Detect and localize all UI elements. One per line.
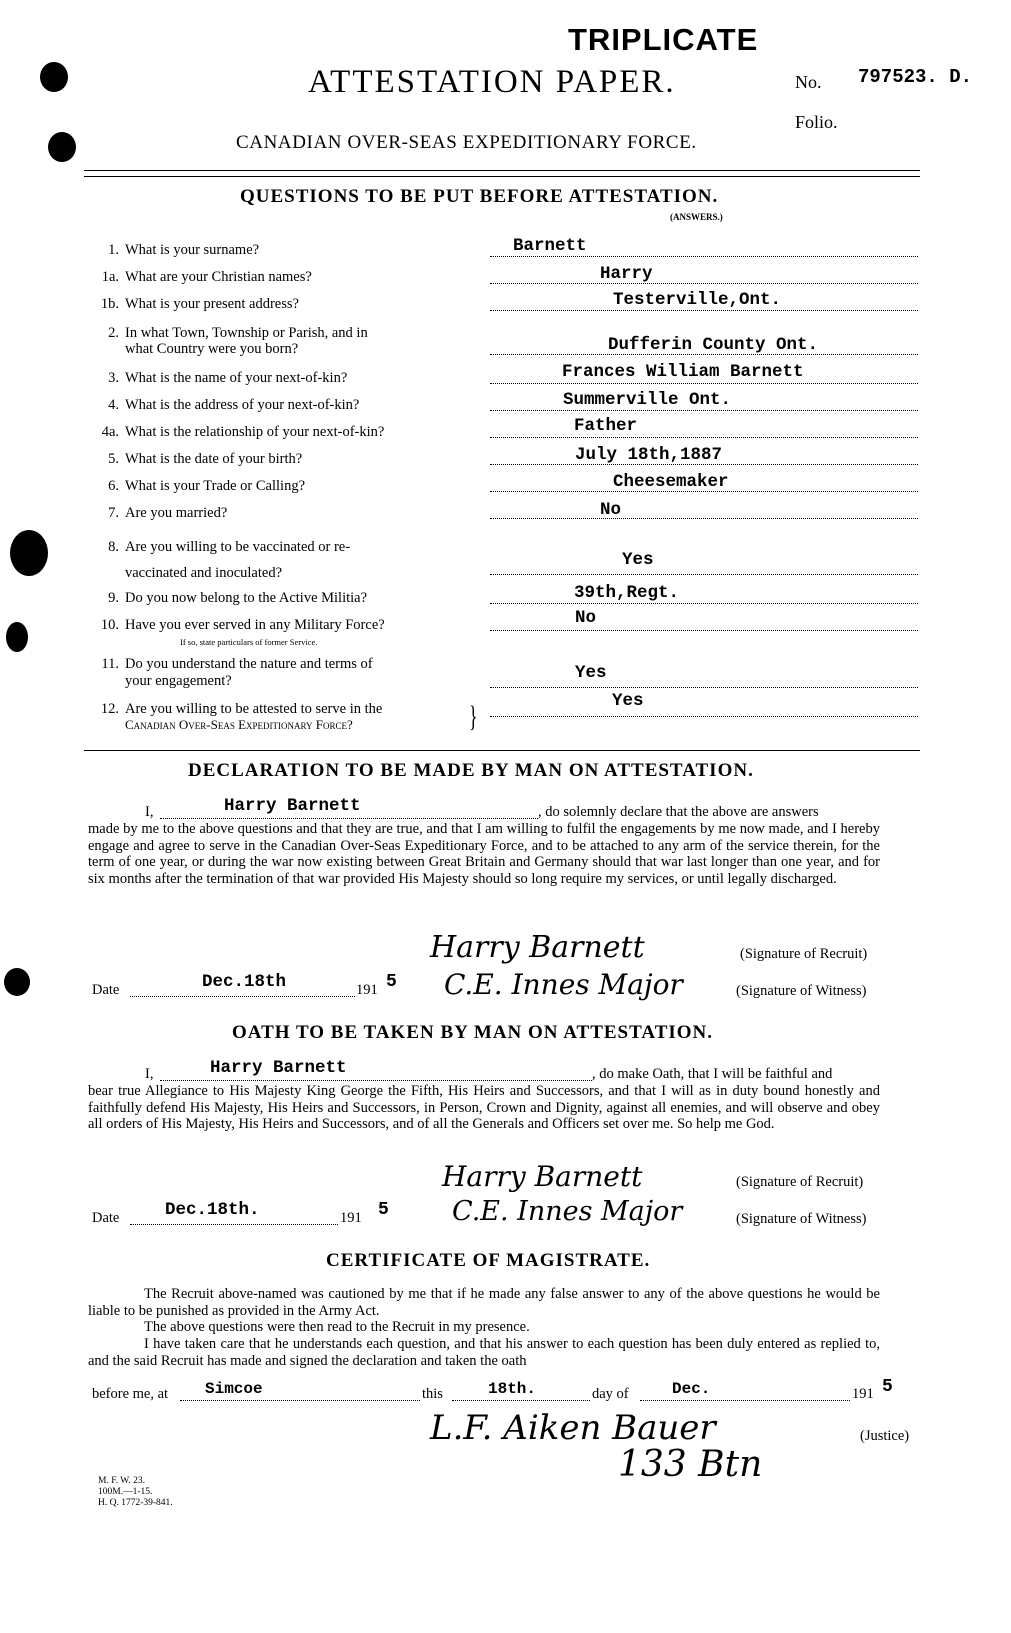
answer-next-of-kin-name: Frances William Barnett [562,362,804,382]
certificate-month: Dec. [672,1380,711,1398]
header-rule-1 [84,170,920,171]
form-code-line-3: H. Q. 1772-39-841. [98,1498,173,1508]
brace: } [468,700,478,733]
answers-label: (ANSWERS.) [670,212,723,222]
answer-line [490,256,918,257]
question-4: 4. What is the address of your next-of-kin? [108,397,360,413]
answer-line [490,630,918,631]
month-line [640,1400,850,1401]
magistrate-caption: (Justice) [860,1428,910,1444]
question-5: 5. What is the date of your birth? [108,451,303,467]
oath-date-label: Date [92,1210,120,1226]
before-me-label: before me, at [92,1386,169,1402]
answer-married: No [600,500,622,520]
answer-military-service: No [575,608,597,628]
oath-text-after-name: , do make Oath, that I will be faithful and [592,1066,833,1082]
answer-line [490,310,918,311]
certificate-para-2: The above questions were then read to the Recruit in my presence. [144,1319,530,1335]
question-12: 12. Are you willing to be attested to serve in the Canadian Over-Seas Expeditionary Force? [100,701,383,732]
declaration-i: I, [145,804,154,820]
certificate-day: 18th. [488,1380,537,1398]
document-title: ATTESTATION PAPER. [308,64,676,100]
declaration-year-prefix: 191 [356,982,378,998]
question-11: 11. Do you understand the nature and terms of your engagement? [101,656,373,689]
question-2: 2. In what Town, Township or Parish, and in what Country were you born? [108,325,368,357]
date-line [130,996,355,997]
question-7: 7. Are you married? [108,505,228,521]
oath-body: bear true Allegiance to His Majesty King George the Fifth, His Heirs and Successors, and that I will as in duty bound honestly and faithfully defend His Majesty, His Heirs and Successors, in Person, Crown and Dignity, against all enemies, and will observe and obey all orders of His Majesty, His Heirs and Successors, and of all the Generals and Officers set over me. So help me God. [88,1083,880,1133]
answer-line [490,354,918,355]
question-3: 3. What is the name of your next-of-kin? [108,370,348,386]
answer-vaccinated: Yes [622,550,654,570]
oath-title: OATH TO BE TAKEN BY MAN ON ATTESTATION. [232,1022,714,1043]
this-label: this [422,1386,443,1402]
question-10: 10. Have you ever served in any Military Force? [100,617,385,633]
header-rule-2 [84,176,920,177]
answer-trade: Cheesemaker [613,472,729,492]
declaration-body: made by me to the above questions and that they are true, and that I am willing to fulfil the engagements by me now made, and I hereby engage and agree to serve in the Canadian Over-Seas Expeditionary Force, and to be attached to any arm of the service therein, for the term of one year, or during the war now existing between Great Britain and Germany should that war last longer than one year, and for six months after the termination of that war provided His Majesty should so long require my services, or until legally discharged. [88,821,880,887]
day-line [452,1400,590,1401]
declaration-recruit-signature: Harry Barnett [430,930,645,965]
answer-relationship: Father [574,416,638,436]
regimental-number-label: No. [795,72,822,92]
name-line [160,1080,592,1081]
question-4a: 4a. What is the relationship of your next-of-kin? [101,424,385,440]
answer-present-address: Testerville,Ont. [613,290,782,310]
regimental-number-value: 797523. D. [858,66,973,88]
answer-willing-to-attest: Yes [612,691,644,711]
certificate-year-digit: 5 [882,1377,893,1397]
question-1b: 1b. What is your present address? [100,296,299,312]
punch-hole-2 [48,132,76,162]
oath-i: I, [145,1066,154,1082]
declaration-year-digit: 5 [386,972,397,992]
questions-section-title: QUESTIONS TO BE PUT BEFORE ATTESTATION. [240,186,719,207]
date-line [130,1224,338,1225]
section-rule [84,750,920,751]
answer-christian-names: Harry [600,264,653,284]
battalion-annotation: 133 Btn [618,1444,763,1485]
question-10-note: If so, state particulars of former Service. [180,637,318,647]
declaration-date-label: Date [92,982,120,998]
certificate-year-prefix: 191 [852,1386,874,1402]
oath-recruit-name: Harry Barnett [210,1058,347,1078]
answer-line [490,383,918,384]
certificate-para-3: I have taken care that he understands each question, and that his answer to each question has been duly entered as replied to, and the said Recruit has made and signed the declaration and taken the oath [88,1336,880,1369]
answer-line [490,410,918,411]
document-subtitle: CANADIAN OVER-SEAS EXPEDITIONARY FORCE. [236,132,697,153]
oath-date-value: Dec.18th. [165,1200,260,1220]
answer-next-of-kin-address: Summerville Ont. [563,390,732,410]
answer-line [490,283,918,284]
question-9: 9. Do you now belong to the Active Militia? [108,590,368,606]
punch-hole-1 [40,62,68,92]
triplicate-stamp: TRIPLICATE [568,22,759,57]
day-of-label: day of [592,1386,629,1402]
form-code-line-1: M. F. W. 23. [98,1476,146,1486]
certificate-para-1: The Recruit above-named was cautioned by me that if he made any false answer to any of the above questions he would be liable to be punished as provided in the Army Act. [88,1286,880,1319]
oath-witness-caption: (Signature of Witness) [736,1211,867,1227]
declaration-witness-caption: (Signature of Witness) [736,983,867,999]
answer-line [490,574,918,575]
certificate-place: Simcoe [205,1380,263,1398]
answer-line [490,603,918,604]
declaration-date-value: Dec.18th [202,972,287,992]
answer-understand-engagement: Yes [575,663,607,683]
place-line [180,1400,420,1401]
answer-line [490,491,918,492]
answer-line [490,716,918,717]
question-1: 1. What is your surname? [108,242,260,258]
name-line [160,818,538,819]
oath-witness-signature: C.E. Innes Major [452,1196,683,1227]
question-8: 8. Are you willing to be vaccinated or re- vaccinated and inoculated? [108,539,351,581]
declaration-recruit-name: Harry Barnett [224,796,361,816]
oath-recruit-signature: Harry Barnett [442,1160,643,1193]
answer-date-of-birth: July 18th,1887 [575,445,723,465]
form-code-line-2: 100M.—1-15. [98,1487,153,1497]
answer-birthplace: Dufferin County Ont. [608,335,819,355]
folio-label: Folio. [795,112,838,132]
answer-line [490,518,918,519]
declaration-text-after-name: , do solemnly declare that the above are answers [538,804,819,820]
oath-year-prefix: 191 [340,1210,362,1226]
declaration-recruit-caption: (Signature of Recruit) [740,946,868,962]
certificate-title: CERTIFICATE OF MAGISTRATE. [326,1250,651,1271]
answer-line [490,464,918,465]
question-1a: 1a. What are your Christian names? [101,269,312,285]
declaration-witness-signature: C.E. Innes Major [444,968,683,1001]
answer-line [490,687,918,688]
oath-year-digit: 5 [378,1200,389,1220]
ink-blot-1 [10,530,48,576]
ink-blot-3 [4,968,30,996]
answer-surname: Barnett [513,236,587,256]
ink-blot-2 [6,622,28,652]
answer-active-militia: 39th,Regt. [574,583,680,603]
question-6: 6. What is your Trade or Calling? [108,478,306,494]
oath-recruit-caption: (Signature of Recruit) [736,1174,864,1190]
magistrate-signature: L.F. Aiken Bauer [430,1408,716,1448]
answer-line [490,437,918,438]
declaration-title: DECLARATION TO BE MADE BY MAN ON ATTESTATION. [188,760,754,781]
